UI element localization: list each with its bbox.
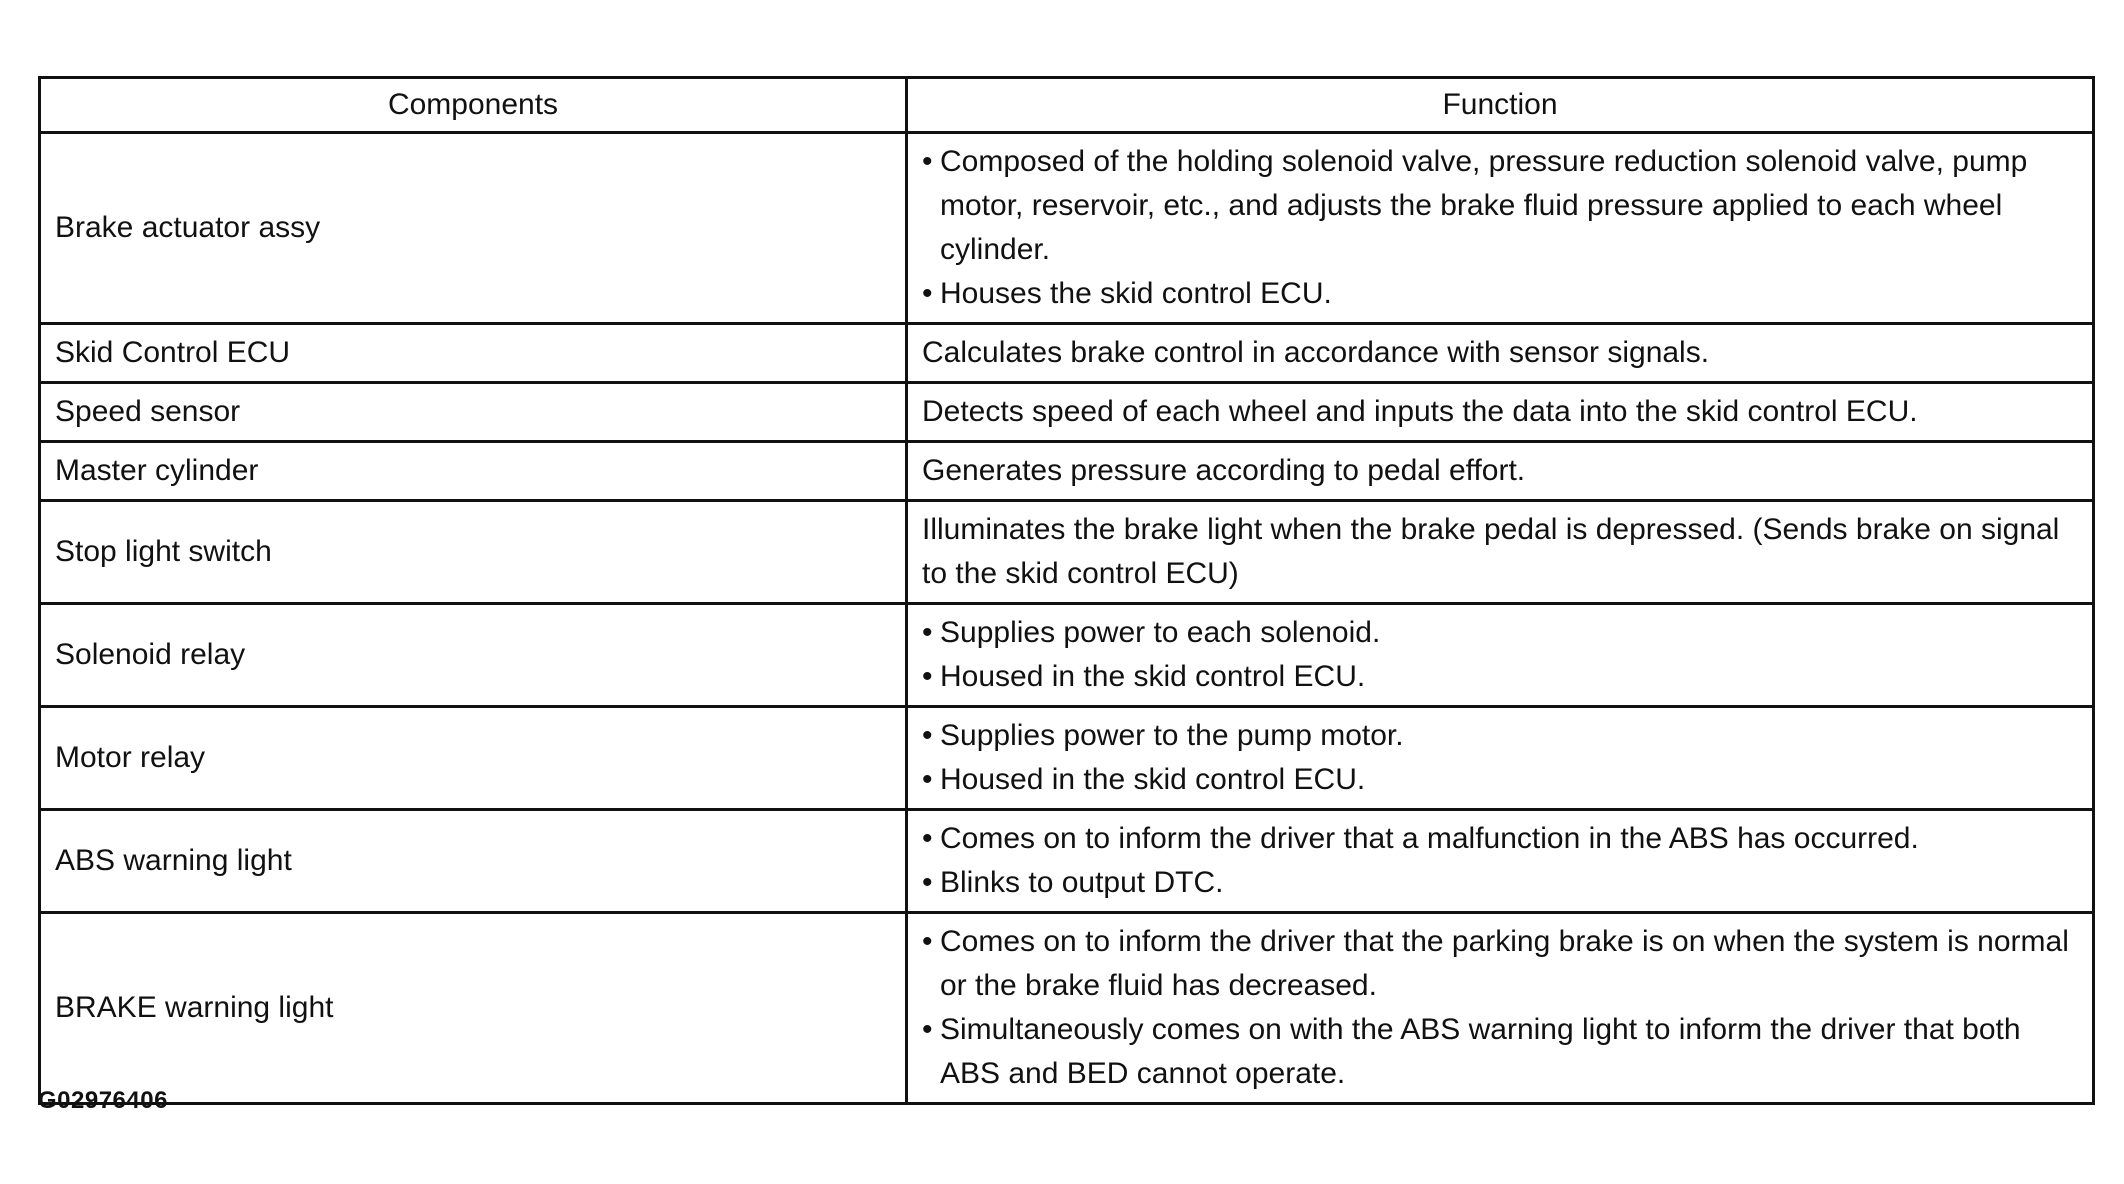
component-cell: Stop light switch (40, 501, 907, 604)
bullet-icon: • (922, 660, 933, 693)
bullet-icon: • (922, 719, 933, 752)
function-cell: Detects speed of each wheel and inputs the data into the skid control ECU. (907, 383, 2094, 442)
function-cell (907, 913, 2094, 1104)
table-row (40, 707, 2094, 810)
bullet-text: Blinks to output DTC. (940, 866, 1224, 899)
bullet-item (922, 920, 2078, 1008)
bullet-icon: • (922, 1013, 933, 1046)
table-row (40, 383, 2094, 442)
bullet-list (922, 714, 2078, 802)
function-cell (907, 707, 2094, 810)
bullet-text: Housed in the skid control ECU. (940, 660, 1366, 693)
bullet-item (922, 140, 2078, 272)
bullet-list (922, 920, 2078, 1096)
bullet-item (922, 655, 2078, 699)
component-cell: Brake actuator assy (40, 133, 907, 324)
bullet-icon: • (922, 145, 933, 178)
table-row (40, 810, 2094, 913)
bullet-text: Comes on to inform the driver that the parking brake is on when the system is normal or the brake fluid has decreased. (940, 925, 2069, 1002)
function-cell (907, 133, 2094, 324)
bullet-item (922, 817, 2078, 861)
bullet-text: Supplies power to the pump motor. (940, 719, 1404, 752)
bullet-list (922, 611, 2078, 699)
bullet-text: Houses the skid control ECU. (940, 277, 1332, 310)
component-cell: Skid Control ECU (40, 324, 907, 383)
bullet-text: Comes on to inform the driver that a malfunction in the ABS has occurred. (940, 822, 1919, 855)
bullet-text: Composed of the holding solenoid valve, pressure reduction solenoid valve, pump motor, reservoir, etc., and adjusts the brake fluid pressure applied to each wheel cylinder. (940, 145, 2028, 266)
function-cell (907, 810, 2094, 913)
table-row (40, 501, 2094, 604)
bullet-item (922, 861, 2078, 905)
bullet-icon: • (922, 925, 933, 958)
function-cell: Illuminates the brake light when the brake pedal is depressed. (Sends brake on signal to the skid control ECU) (907, 501, 2094, 604)
function-cell: Generates pressure according to pedal effort. (907, 442, 2094, 501)
bullet-item (922, 758, 2078, 802)
table-row (40, 442, 2094, 501)
components-function-table (38, 76, 2095, 1105)
bullet-icon: • (922, 822, 933, 855)
component-cell: ABS warning light (40, 810, 907, 913)
component-cell: Solenoid relay (40, 604, 907, 707)
header-components: Components (40, 78, 907, 133)
bullet-text: Simultaneously comes on with the ABS warning light to inform the driver that both ABS and BED cannot operate. (940, 1013, 2021, 1090)
bullet-text: Supplies power to each solenoid. (940, 616, 1381, 649)
function-cell: Calculates brake control in accordance with sensor signals. (907, 324, 2094, 383)
bullet-text: Housed in the skid control ECU. (940, 763, 1366, 796)
component-cell: Motor relay (40, 707, 907, 810)
bullet-icon: • (922, 616, 933, 649)
figure-id-label: G02976406 (38, 1087, 168, 1114)
bullet-item (922, 272, 2078, 316)
table-row (40, 604, 2094, 707)
component-cell: Master cylinder (40, 442, 907, 501)
table-row (40, 133, 2094, 324)
component-cell: BRAKE warning light (40, 913, 907, 1104)
bullet-item (922, 714, 2078, 758)
bullet-icon: • (922, 866, 933, 899)
bullet-icon: • (922, 277, 933, 310)
table-row (40, 913, 2094, 1104)
bullet-item (922, 1008, 2078, 1096)
component-cell: Speed sensor (40, 383, 907, 442)
bullet-item (922, 611, 2078, 655)
bullet-icon: • (922, 763, 933, 796)
header-row (40, 78, 2094, 133)
header-function: Function (907, 78, 2094, 133)
function-cell (907, 604, 2094, 707)
bullet-list (922, 140, 2078, 316)
table-row (40, 324, 2094, 383)
bullet-list (922, 817, 2078, 905)
